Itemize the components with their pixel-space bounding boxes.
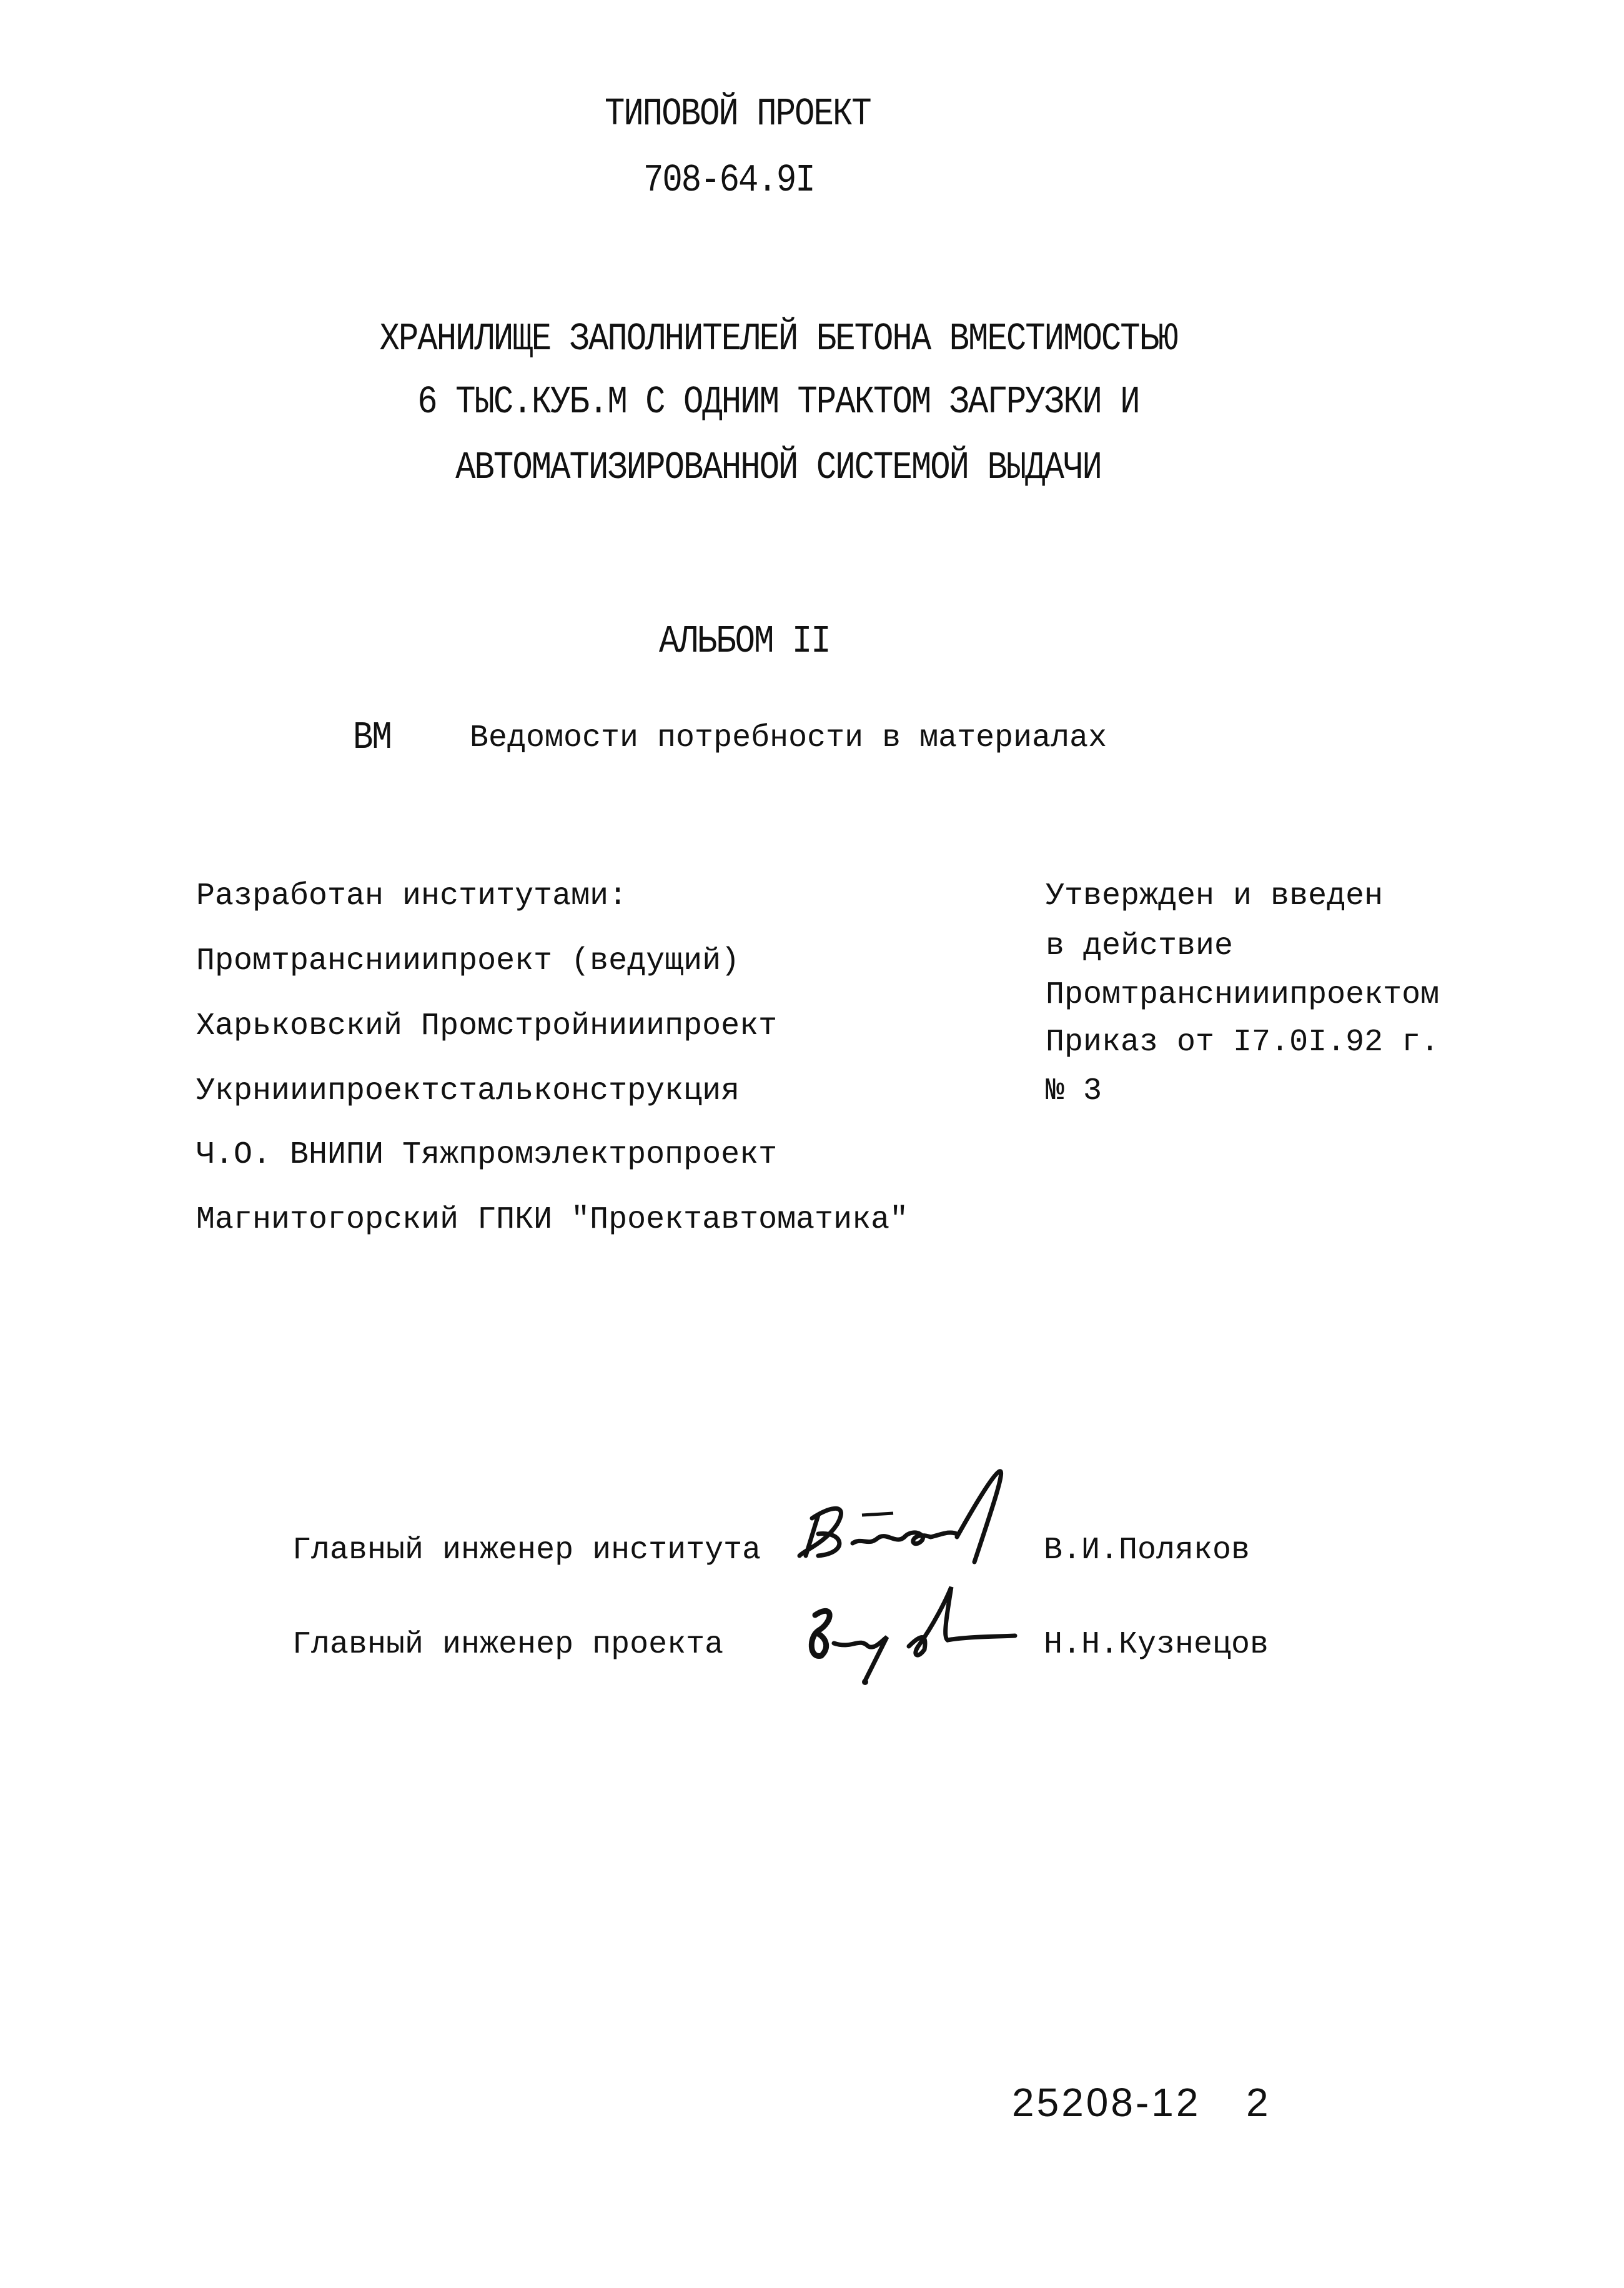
signature-role: Главный инженер проекта [292, 1627, 724, 1663]
approval-line: Утвержден и введен [1046, 878, 1384, 914]
inventory-number: 25208-12 [1012, 2080, 1201, 2125]
approval-line: Промтранснииипроектом [1046, 977, 1440, 1013]
approval-line: № 3 [1046, 1073, 1102, 1109]
institute-item: Магнитогорский ГПКИ "Проектавтоматика" [196, 1202, 909, 1238]
developed-by-heading: Разработан институтами: [196, 878, 628, 914]
page-number: 2 [1246, 2080, 1271, 2125]
album-label: АЛЬБОМ II [659, 620, 830, 664]
institute-item: Харьковский Промстройнииипроект [196, 1008, 778, 1044]
title-line-3: АВТОМАТИЗИРОВАННОЙ СИСТЕМОЙ ВЫДАЧИ [455, 446, 1101, 490]
institute-item: Укрнииипроектстальконструкция [196, 1073, 740, 1109]
project-number: 708-64.9I [643, 159, 814, 203]
handwritten-signature-2 [784, 1574, 1046, 1693]
doc-type: ТИПОВОЙ ПРОЕКТ [605, 92, 871, 137]
album-code: ВМ [353, 716, 391, 760]
approval-line: в действие [1046, 928, 1234, 964]
institute-item: Ч.О. ВНИПИ Тяжпромэлектропроект [196, 1137, 778, 1173]
title-line-2: 6 ТЫС.КУБ.М С ОДНИМ ТРАКТОМ ЗАГРУЗКИ И [417, 381, 1139, 425]
institute-item: Промтранснииипроект (ведущий) [196, 943, 740, 979]
signature-role: Главный инженер института [292, 1533, 761, 1568]
approval-line: Приказ от I7.0I.92 г. [1046, 1025, 1440, 1060]
handwritten-signature-1 [793, 1468, 1043, 1574]
signer-name: В.И.Поляков [1044, 1533, 1250, 1568]
signer-name: Н.Н.Кузнецов [1044, 1627, 1269, 1663]
album-description: Ведомости потребности в материалах [470, 720, 1107, 756]
title-line-1: ХРАНИЛИЩЕ ЗАПОЛНИТЕЛЕЙ БЕТОНА ВМЕСТИМОСТЬЮ [379, 317, 1177, 362]
